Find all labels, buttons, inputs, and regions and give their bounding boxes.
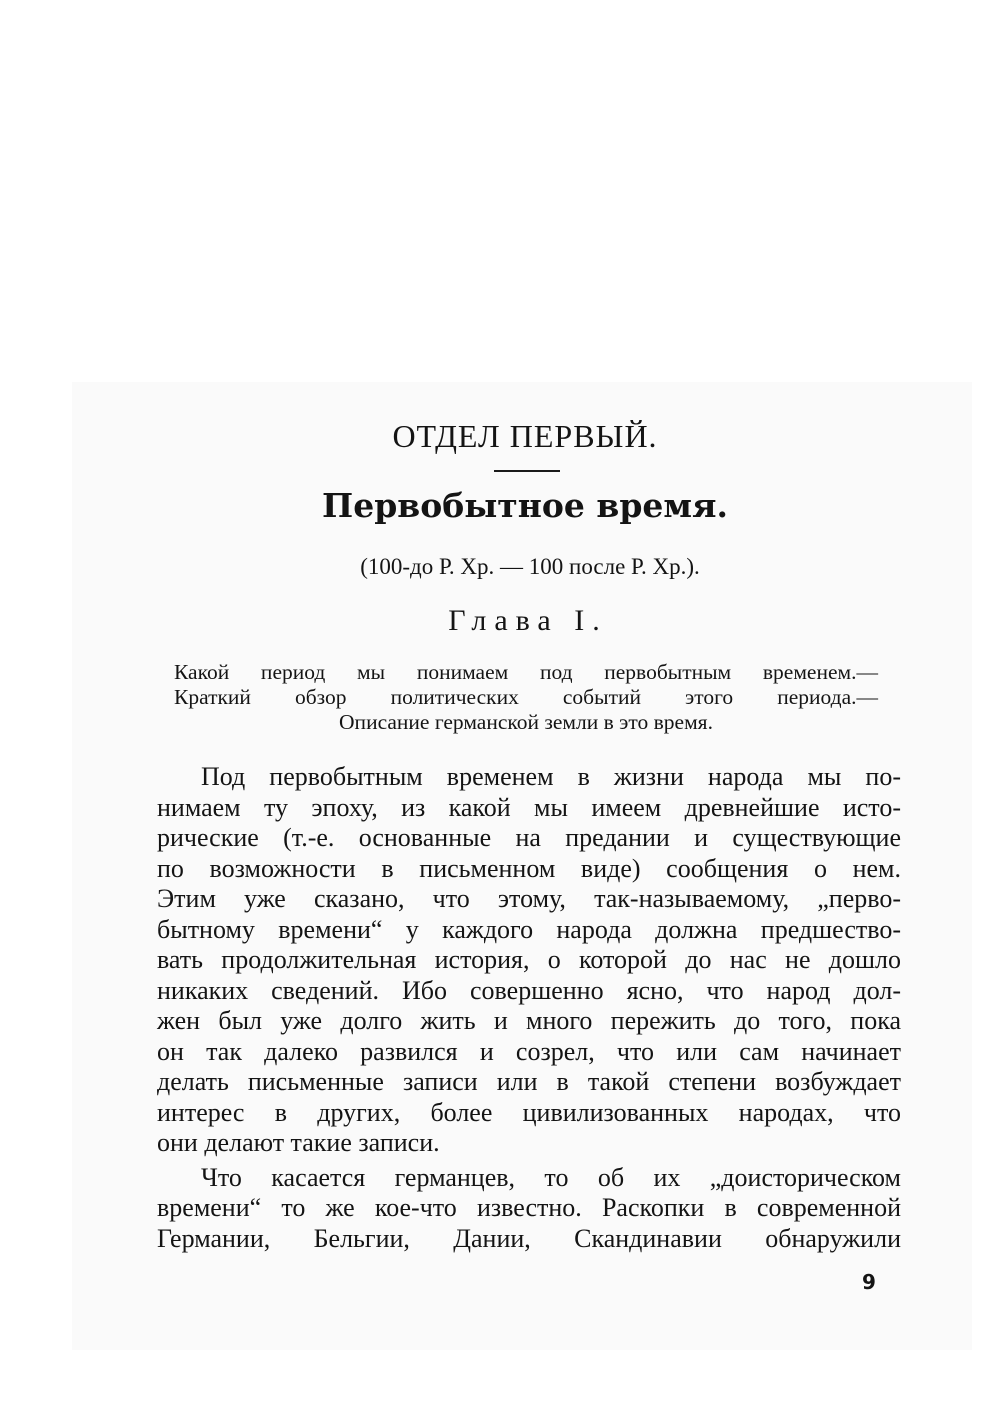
summary-line: Краткий обзор политических событий этого периода.— xyxy=(174,685,878,709)
text-line: интерес в других, более цивилизованных народах, что xyxy=(157,1097,901,1127)
paragraph xyxy=(157,762,901,1159)
summary-line: Описание германской земли в это время. xyxy=(339,710,713,734)
text-line: делать письменные записи или в такой степени возбуждает xyxy=(157,1067,901,1096)
text-line: они делают такие записи. xyxy=(157,1128,440,1157)
text-line: бытному времени“ у каждого народа должна предшество- xyxy=(157,914,901,944)
text-line: Этим уже сказано, что этому, так-называемому, „перво- xyxy=(157,884,901,913)
chapter-heading: Глава I. xyxy=(448,604,608,637)
paragraph xyxy=(157,1163,901,1255)
text-line: Под первобытным временем в жизни народа мы по- xyxy=(201,762,901,791)
text-line: никаких сведений. Ибо совершенно ясно, что народ дол- xyxy=(157,975,901,1005)
text-line: времени“ то же кое-что известно. Раскопки в современной xyxy=(157,1193,901,1222)
section-heading: ОТДЕЛ ПЕРВЫЙ. xyxy=(392,418,658,454)
section-title: Первобытное время. xyxy=(322,486,728,525)
text-line: по возможности в письменном виде) сообщения о нем. xyxy=(157,853,901,883)
chapter-summary xyxy=(174,660,878,735)
text-line: Что касается германцев, то об их „доисторическом xyxy=(201,1162,901,1192)
body-text xyxy=(157,762,901,1254)
period-dates: (100-до Р. Хр. — 100 после Р. Хр.). xyxy=(360,554,700,579)
summary-line: Какой период мы понимаем под первобытным временем.— xyxy=(174,660,878,684)
text-line: нимаем ту эпоху, из какой мы имеем древнейшие исто- xyxy=(157,792,901,822)
heading-divider xyxy=(494,470,560,472)
page-number: 9 xyxy=(862,1270,876,1294)
text-line: Германии, Бельгии, Дании, Скандинавии обнаружили xyxy=(157,1223,901,1253)
text-line: рические (т.-е. основанные на предании и существующие xyxy=(157,823,901,852)
text-line: вать продолжительная история, о которой до нас не дошло xyxy=(157,945,901,974)
text-line: он так далеко развился и созрел, что или сам начинает xyxy=(157,1036,901,1066)
text-line: жен был уже долго жить и много пережить до того, пока xyxy=(157,1006,901,1035)
